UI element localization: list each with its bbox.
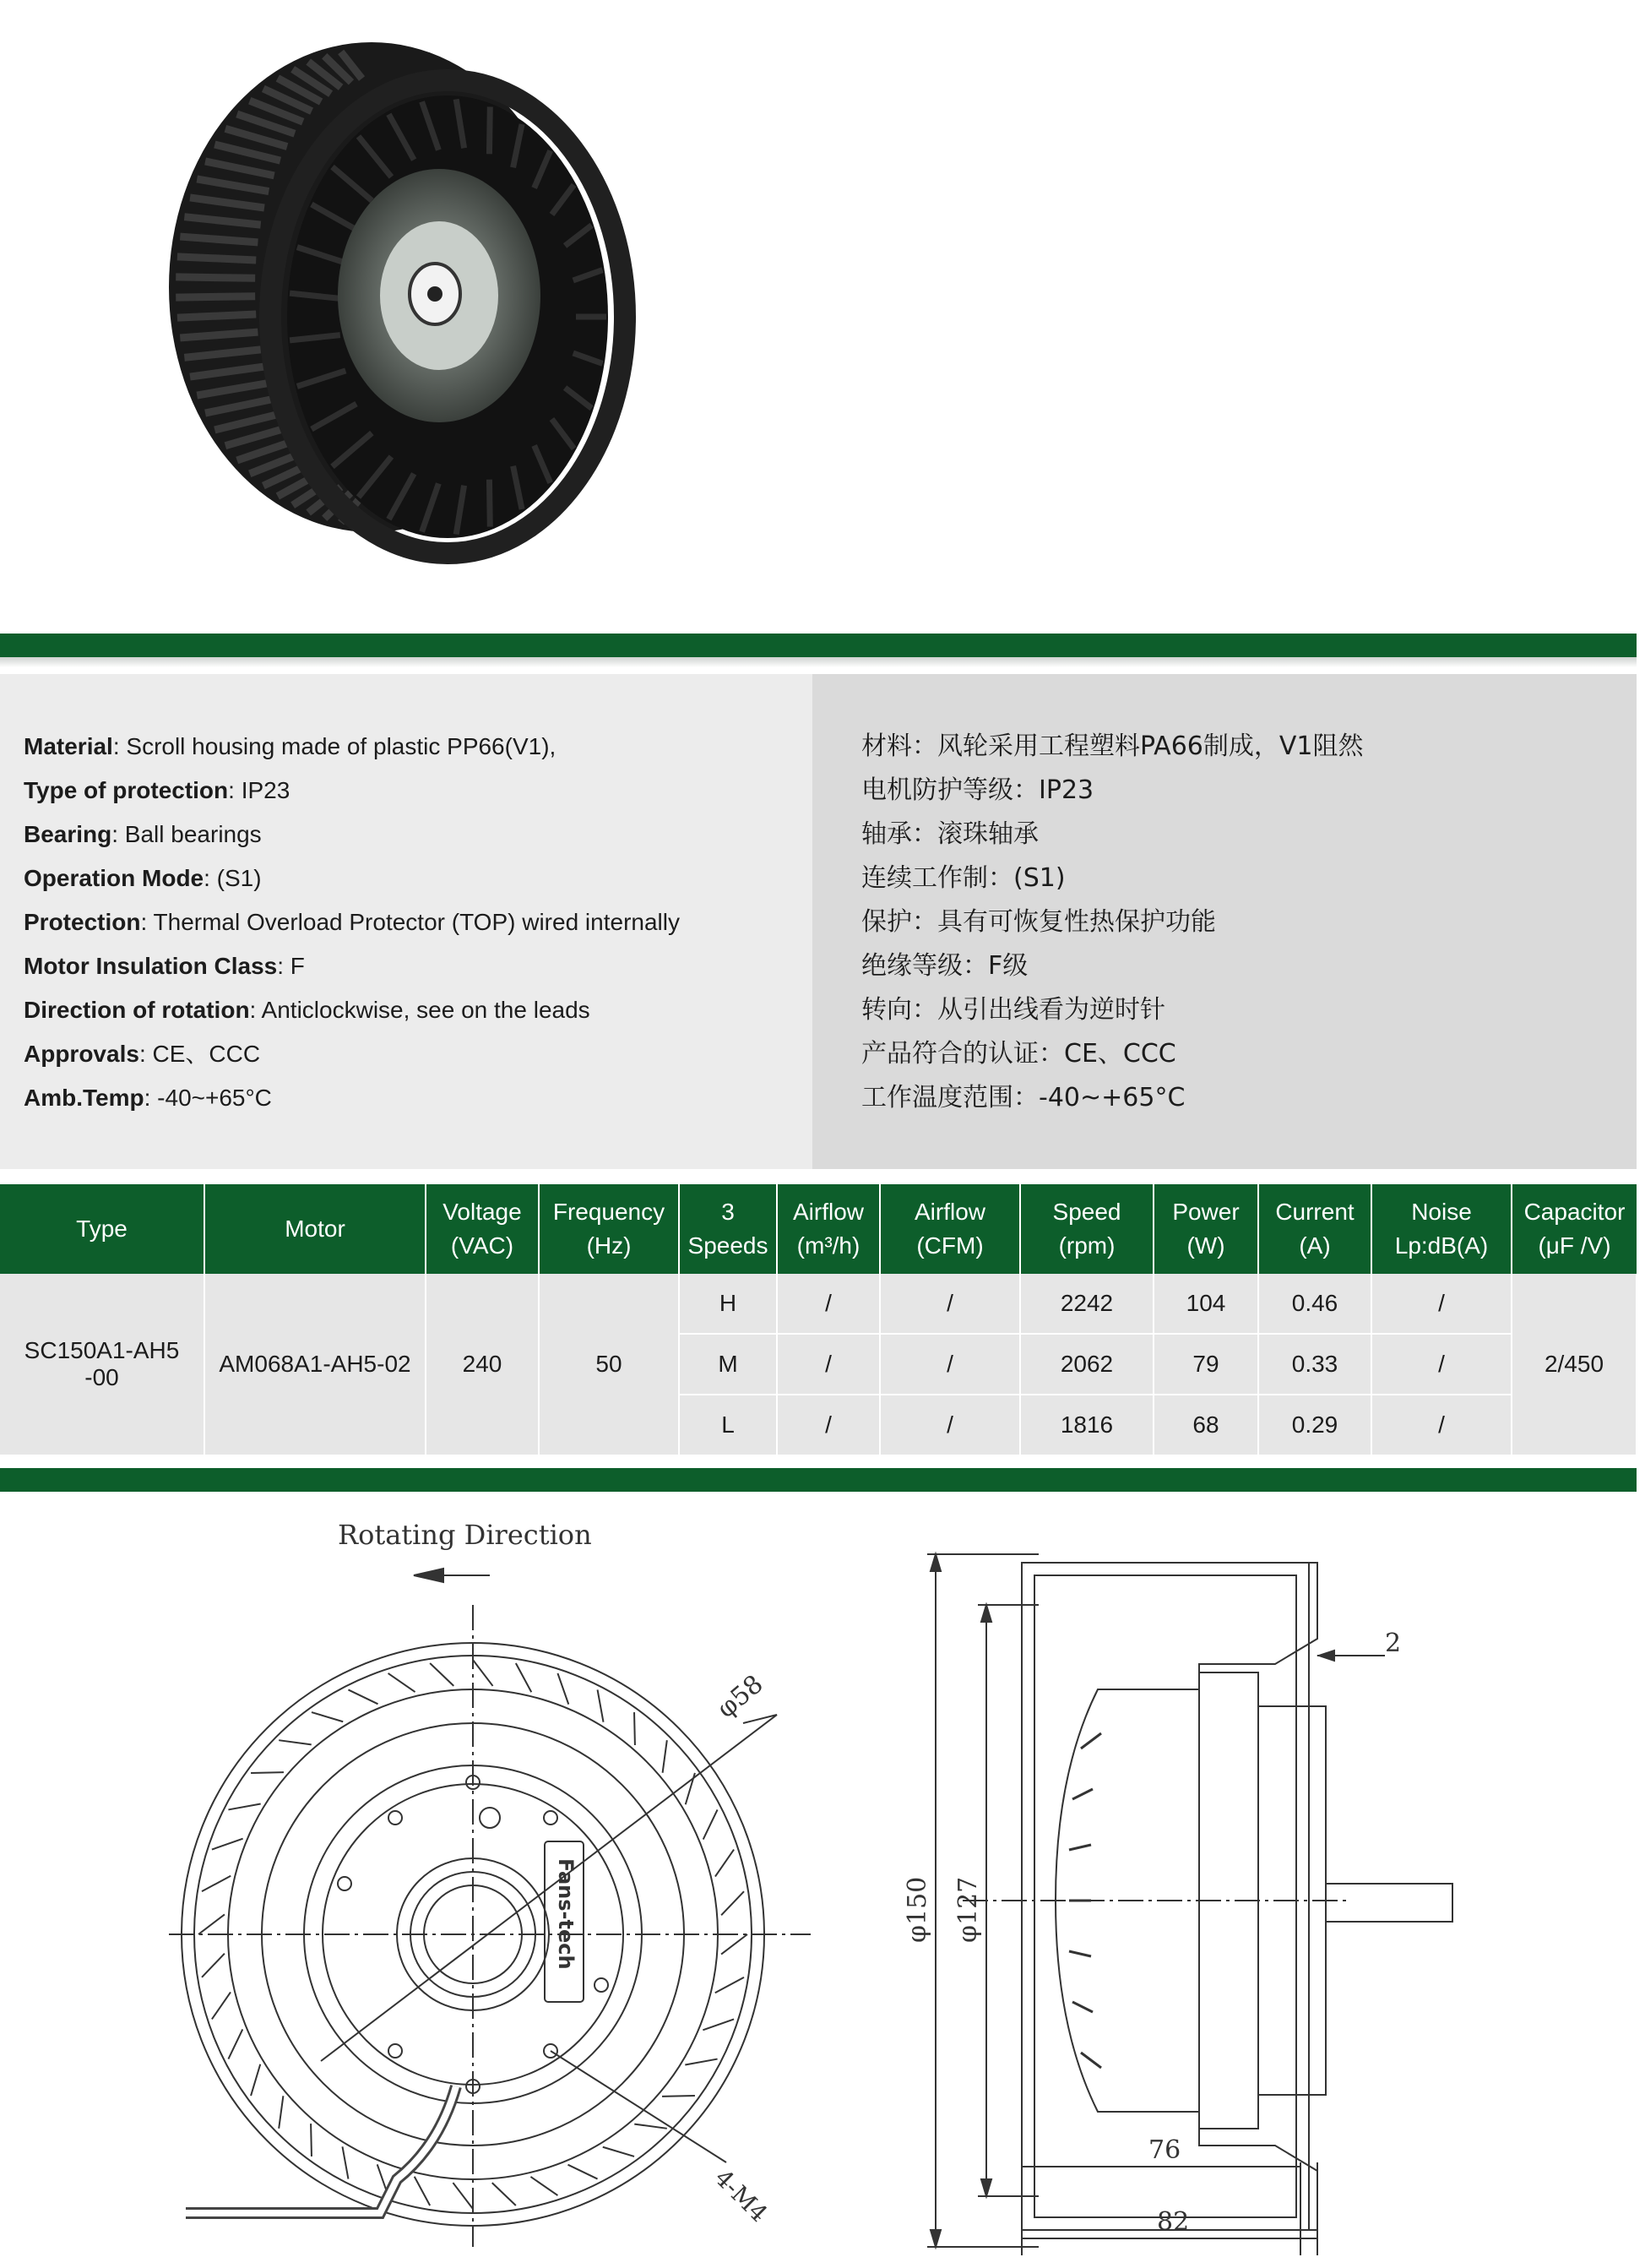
- cell-speed-step: M: [679, 1334, 777, 1395]
- cell-noise: /: [1371, 1395, 1512, 1455]
- col-header-voltage: Voltage (VAC): [426, 1184, 539, 1274]
- performance-table-wrap: [0, 1184, 1637, 1456]
- spec-approvals: Approvals: CE、CCC: [24, 1041, 261, 1067]
- performance-table: [0, 1184, 1637, 1456]
- rotating-direction-label: Rotating Direction: [338, 1519, 592, 1551]
- table-header-row: [0, 1184, 1637, 1274]
- dim-phi127-label: φ127: [953, 1876, 983, 1943]
- spec-panel-english: [0, 674, 812, 1169]
- col-header-motor: Motor: [204, 1184, 426, 1274]
- cell-type: SC150A1-AH5 -00: [0, 1274, 204, 1455]
- spec-rotation-direction: Direction of rotation: Anticlockwise, see on the leads: [24, 997, 590, 1023]
- dim-76-label: 76: [1148, 2135, 1181, 2165]
- cell-airflow-cfm: /: [880, 1334, 1020, 1395]
- side-view-drawing: [844, 1504, 1638, 2264]
- col-header-current: Current (A): [1258, 1184, 1371, 1274]
- cell-power: 104: [1154, 1274, 1258, 1334]
- dim-phi58-label: φ58: [711, 1669, 769, 1725]
- cell-airflow-cfm: /: [880, 1274, 1020, 1334]
- cell-airflow-m3h: /: [777, 1334, 880, 1395]
- col-header-speed: Speed (rpm): [1020, 1184, 1154, 1274]
- spec-list-chinese: [861, 725, 1363, 1120]
- cell-noise: /: [1371, 1334, 1512, 1395]
- dim-82-label: 82: [1157, 2207, 1190, 2237]
- rotation-arrow-icon: [414, 1569, 490, 1582]
- spec-cn-item: 轴承：滚珠轴承: [861, 819, 1039, 849]
- cell-motor: AM068A1-AH5-02: [204, 1274, 426, 1455]
- brand-logo-label: Fans-tech: [554, 1858, 578, 1970]
- col-header-airflow-cfm: Airflow (CFM): [880, 1184, 1020, 1274]
- spec-operation-mode: Operation Mode: (S1): [24, 865, 262, 891]
- cell-current: 0.33: [1258, 1334, 1371, 1395]
- spec-bearing: Bearing: Ball bearings: [24, 821, 262, 847]
- col-header-power: Power (W): [1154, 1184, 1258, 1274]
- front-view-svg: [0, 1504, 844, 2264]
- col-header-speeds: 3 Speeds: [679, 1184, 777, 1274]
- cell-airflow-m3h: /: [777, 1395, 880, 1455]
- spec-material: Material: Scroll housing made of plastic PP66(V1),: [24, 733, 556, 759]
- spec-protection-type: Type of protection: IP23: [24, 777, 290, 803]
- spec-cn-item: 产品符合的认证：CE、CCC: [861, 1039, 1176, 1069]
- cell-speed: 2062: [1020, 1334, 1154, 1395]
- cell-speed: 2242: [1020, 1274, 1154, 1334]
- side-view-svg: [844, 1504, 1638, 2264]
- cell-speed-step: L: [679, 1395, 777, 1455]
- spec-panel-chinese: [812, 674, 1637, 1169]
- cell-current: 0.29: [1258, 1395, 1371, 1455]
- cell-voltage: 240: [426, 1274, 539, 1455]
- col-header-noise: Noise Lp:dB(A): [1371, 1184, 1512, 1274]
- table-row: [0, 1274, 1637, 1334]
- cell-power: 79: [1154, 1334, 1258, 1395]
- col-header-type: Type: [0, 1184, 204, 1274]
- col-header-capacitor: Capacitor (μF /V): [1512, 1184, 1637, 1274]
- cell-noise: /: [1371, 1274, 1512, 1334]
- col-header-frequency: Frequency (Hz): [539, 1184, 679, 1274]
- fan-impeller-photo: [118, 25, 676, 574]
- spec-cn-item: 连续工作制：(S1): [861, 863, 1066, 893]
- dim-2-label: 2: [1385, 1629, 1402, 1658]
- spec-amb-temp: Amb.Temp: -40~+65°C: [24, 1085, 272, 1111]
- cell-speed-step: H: [679, 1274, 777, 1334]
- front-view-drawing: [0, 1504, 844, 2264]
- spec-cn-item: 保护：具有可恢复性热保护功能: [861, 907, 1216, 937]
- dim-phi150-label: φ150: [903, 1876, 932, 1943]
- spec-protection: Protection: Thermal Overload Protector (TOP) wired internally: [24, 909, 680, 935]
- top-divider-bar: [0, 634, 1637, 657]
- spec-cn-item: 电机防护等级：IP23: [861, 775, 1094, 805]
- spec-cn-item: 绝缘等级：F级: [861, 951, 1029, 981]
- spec-cn-item: 材料：风轮采用工程塑料PA66制成，V1阻然: [861, 732, 1364, 761]
- cell-frequency: 50: [539, 1274, 679, 1455]
- dim-4m4-label: 4-M4: [709, 2163, 774, 2228]
- spec-insulation-class: Motor Insulation Class: F: [24, 953, 305, 979]
- cell-capacitor: 2/450: [1512, 1274, 1637, 1455]
- cell-power: 68: [1154, 1395, 1258, 1455]
- cell-speed: 1816: [1020, 1395, 1154, 1455]
- spec-cn-item: 工作温度范围：-40~+65°C: [861, 1083, 1186, 1112]
- col-header-airflow-m3h: Airflow (m³/h): [777, 1184, 880, 1274]
- bottom-divider-bar: [0, 1468, 1637, 1492]
- cell-airflow-m3h: /: [777, 1274, 880, 1334]
- cell-airflow-cfm: /: [880, 1395, 1020, 1455]
- spec-list-english: [24, 725, 680, 1120]
- cell-current: 0.46: [1258, 1274, 1371, 1334]
- spec-cn-item: 转向：从引出线看为逆时针: [861, 995, 1165, 1025]
